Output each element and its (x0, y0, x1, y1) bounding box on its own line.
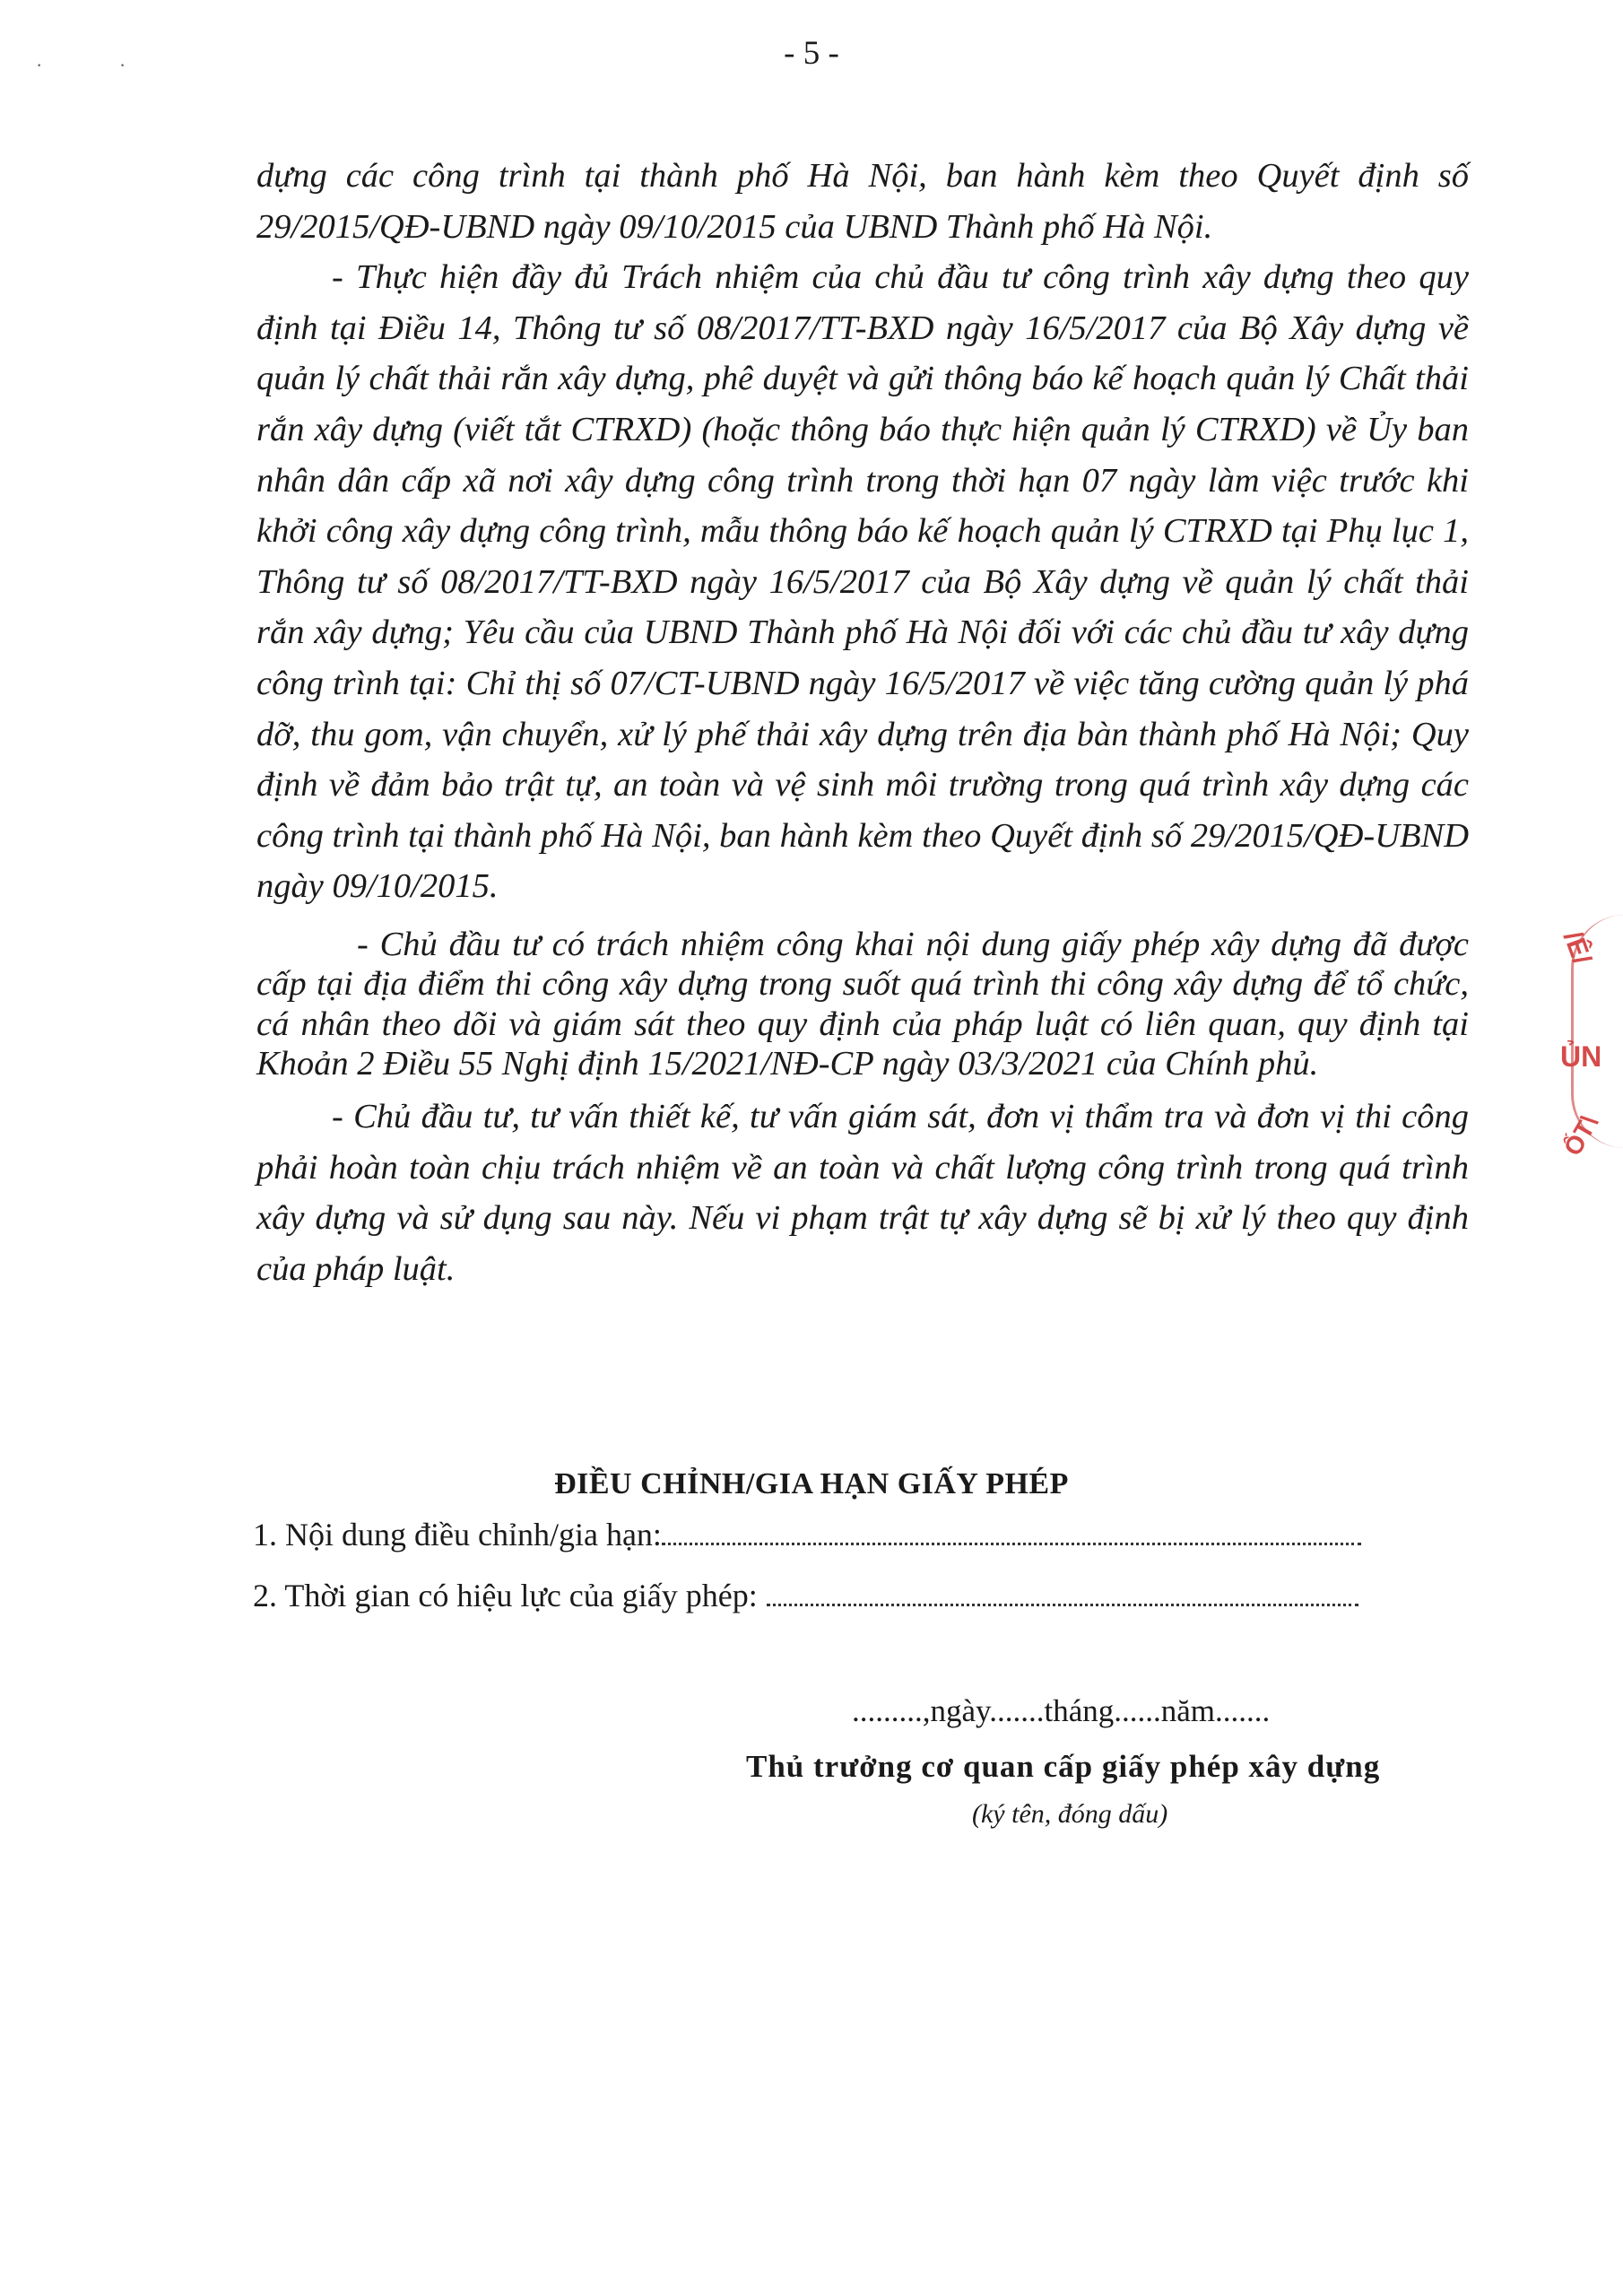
page-number: - 5 - (784, 35, 839, 72)
field-label: 1. Nội dung điều chỉnh/gia hạn: (253, 1517, 662, 1552)
section-heading: ĐIỀU CHỈNH/GIA HẠN GIẤY PHÉP (554, 1467, 1069, 1500)
signature-title: Thủ trưởng cơ quan cấp giấy phép xây dựng (746, 1749, 1381, 1784)
body-text (256, 151, 1469, 1294)
stamp-fragment: /Ê/ (1558, 926, 1597, 969)
validity-period-field (253, 1577, 1358, 1614)
adjustment-content-field (253, 1516, 1361, 1553)
stamp-fragment: ỐT\ (1558, 1109, 1603, 1161)
fill-in-dots (767, 1580, 1358, 1606)
paragraph-continuation: dựng các công trình tại thành phố Hà Nội, ban hành kèm theo Quyết định số 29/2015/QĐ-UBND ngày 09/10/2015 của UBND Thành phố Hà Nội. (256, 157, 1469, 246)
paragraph-responsibility: - Chủ đầu tư, tư vấn thiết kế, tư vấn giám sát, đơn vị thẩm tra và đơn vị thi công phải hoàn toàn chịu trách nhiệm về an toàn và chất lượng công trình trong quá trình xây dựng và sử dụng sau này. Nếu vi phạm trật tự xây dựng sẽ bị xử lý theo quy định của pháp luật. (256, 1097, 1469, 1288)
stamp-fragment: ỦN (1560, 1040, 1602, 1073)
paragraph-public-disclosure: - Chủ đầu tư có trách nhiệm công khai nội dung giấy phép xây dựng đã được cấp tại địa điểm thi công xây dựng trong suốt quá trình thi công xây dựng để tổ chức, cá nhân theo dõi và giám sát theo quy định của pháp luật có liên quan, quy định tại Khoản 2 Điều 55 Nghị định 15/2021/NĐ-CP ngày 03/3/2021 của Chính phủ. (256, 925, 1469, 1083)
fill-in-dots (662, 1519, 1361, 1545)
paragraph-waste-management: - Thực hiện đầy đủ Trách nhiệm của chủ đầu tư công trình xây dựng theo quy định tại Điều 14, Thông tư số 08/2017/TT-BXD ngày 16/5/2017 của Bộ Xây dựng về quản lý chất thải rắn xây dựng, phê duyệt và gửi thông báo kế hoạch quản lý Chất thải rắn xây dựng (viết tắt CTRXD) (hoặc thông báo thực hiện quản lý CTRXD) về Ủy ban nhân dân cấp xã nơi xây dựng công trình trong thời hạn 07 ngày làm việc trước khi khởi công xây dựng công trình, mẫu thông báo kế hoạch quản lý CTRXD tại Phụ lục 1, Thông tư số 08/2017/TT-BXD ngày 16/5/2017 của Bộ Xây dựng về quản lý chất thải rắn xây dựng; Yêu cầu của UBND Thành phố Hà Nội đối với các chủ đầu tư xây dựng công trình tại: Chỉ thị số 07/CT-UBND ngày 16/5/2017 về việc tăng cường quản lý phá dỡ, thu gom, vận chuyển, xử lý phế thải xây dựng trên địa bàn thành phố Hà Nội; Quy định về đảm bảo trật tự, an toàn và vệ sinh môi trường trong quá trình xây dựng các công trình tại thành phố Hà Nội, ban hành kèm theo Quyết định số 29/2015/QĐ-UBND ngày 09/10/2015. (256, 258, 1469, 906)
signature-note: (ký tên, đóng dấu) (972, 1799, 1168, 1829)
field-label: 2. Thời gian có hiệu lực của giấy phép: (253, 1578, 758, 1613)
scan-artifact-dots: · · (36, 54, 162, 76)
date-line: .........,ngày.......tháng......năm....... (852, 1693, 1271, 1728)
